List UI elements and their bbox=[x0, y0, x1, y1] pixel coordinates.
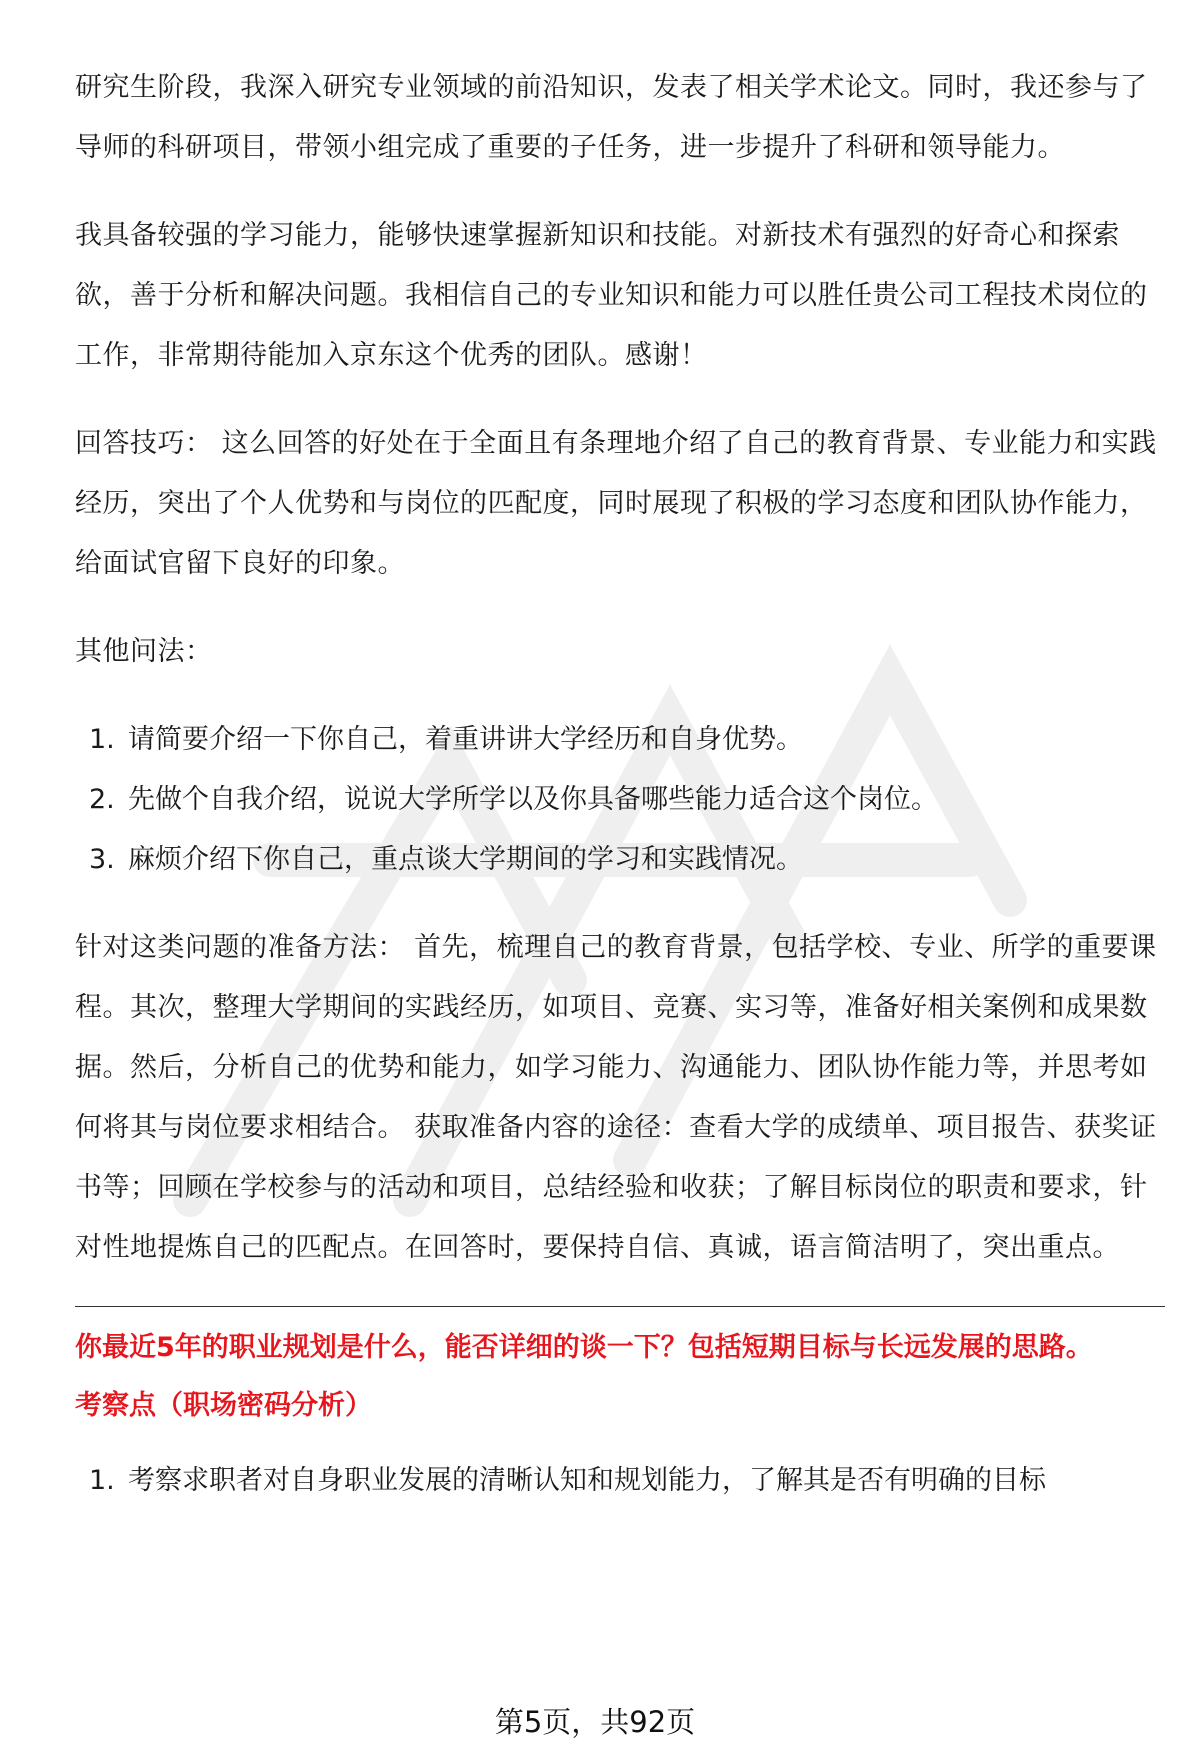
question-heading: 你最近5年的职业规划是什么，能否详细的谈一下？包括短期目标与长远发展的思路。 bbox=[75, 1332, 1093, 1363]
list-number: 2. bbox=[89, 784, 115, 815]
paragraph-preparation: 针对这类问题的准备方法： 首先，梳理自己的教育背景，包括学校、专业、所学的重要课程。其次，整理大学期间的实践经历，如项目、竞赛、实习等，准备好相关案例和成果数据。然后，分析自己的优势和能力，如学习能力、沟通能力、团队协作能力等，并思考如何将其与岗位要求相结合。 获取准备内容的途径：查看大学的成绩单、项目报告、获奖证书等；回顾在学校参与的活动和项目，总结经验和收获；了解目标岗位的职责和要求，针对性地提炼自己的匹配点。在回答时，要保持自信、真诚，语言简洁明了，突出重点。 bbox=[75, 932, 1157, 1263]
assessment-list bbox=[75, 1451, 1165, 1511]
list-item bbox=[75, 830, 1165, 890]
list-item-text: 先做个自我介绍，说说大学所学以及你具备哪些能力适合这个岗位。 bbox=[128, 784, 938, 815]
paragraph-abilities: 我具备较强的学习能力，能够快速掌握新知识和技能。对新技术有强烈的好奇心和探索欲，善于分析和解决问题。我相信自己的专业知识和能力可以胜任贵公司工程技术岗位的工作，非常期待能加入京东这个优秀的团队。感谢！ bbox=[75, 220, 1148, 371]
page-footer: 第5页，共92页 bbox=[494, 1705, 696, 1739]
list-item bbox=[75, 1451, 1165, 1511]
list-number: 3. bbox=[89, 844, 115, 875]
list-number: 1. bbox=[89, 724, 115, 755]
list-item-text: 麻烦介绍下你自己，重点谈大学期间的学习和实践情况。 bbox=[128, 844, 803, 875]
assessment-subheading: 考察点（职场密码分析） bbox=[75, 1390, 372, 1421]
section-divider bbox=[75, 1306, 1165, 1307]
list-item bbox=[75, 710, 1165, 770]
paragraph-answer-tips: 回答技巧： 这么回答的好处在于全面且有条理地介绍了自己的教育背景、专业能力和实践经历，突出了个人优势和与岗位的匹配度，同时展现了积极的学习态度和团队协作能力，给面试官留下良好的印象。 bbox=[75, 428, 1157, 579]
list-item bbox=[75, 770, 1165, 830]
list-item-text: 考察求职者对自身职业发展的清晰认知和规划能力，了解其是否有明确的目标 bbox=[128, 1465, 1046, 1496]
list-number: 1. bbox=[89, 1465, 115, 1496]
paragraph-other-asks-heading: 其他问法： bbox=[75, 636, 213, 667]
list-item-text: 请简要介绍一下你自己，着重讲讲大学经历和自身优势。 bbox=[128, 724, 803, 755]
document-page bbox=[75, 58, 1165, 1539]
paragraph-graduate: 研究生阶段，我深入研究专业领域的前沿知识，发表了相关学术论文。同时，我还参与了导师的科研项目，带领小组完成了重要的子任务，进一步提升了科研和领导能力。 bbox=[75, 72, 1148, 163]
other-questions-list bbox=[75, 710, 1165, 890]
